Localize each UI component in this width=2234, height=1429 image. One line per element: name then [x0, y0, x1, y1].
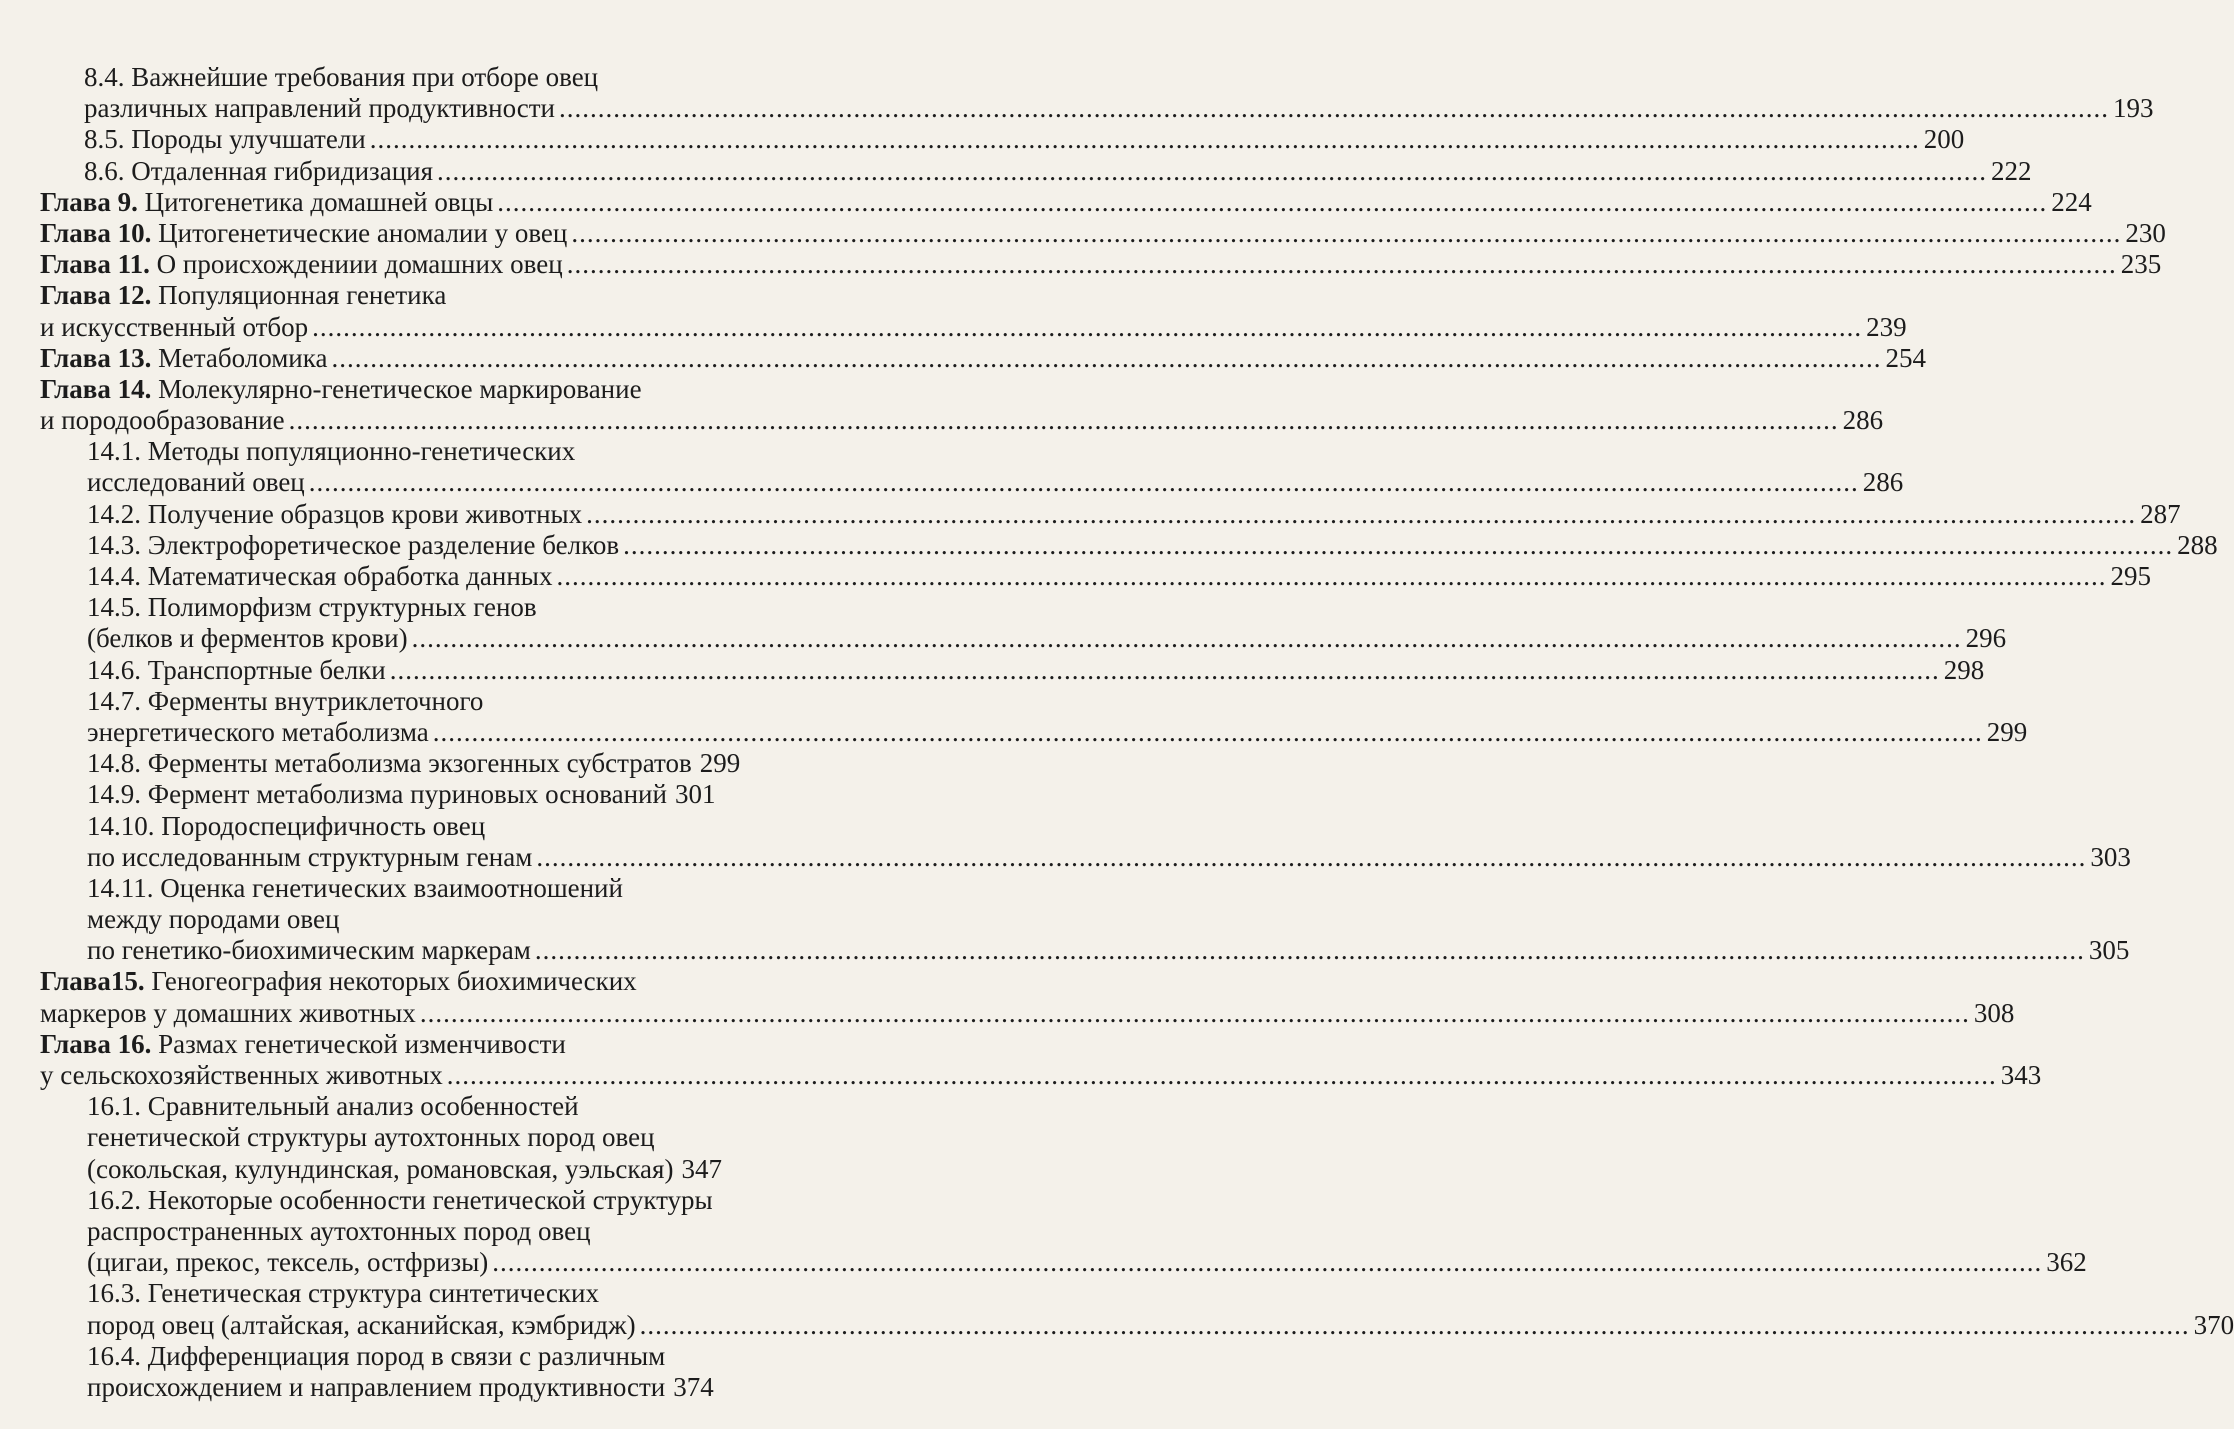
toc-entry-title: 14.6. Транспортные белки	[87, 654, 386, 685]
toc-entry	[0, 935, 2130, 966]
toc-entry-title: генетической структуры аутохтонных пород овец	[87, 1122, 655, 1153]
toc-entry	[0, 561, 2151, 592]
toc-entry-title: 14.8. Ферменты метаболизма экзогенных субстратов	[87, 748, 692, 779]
dot-leader: ........................................................................................................................................................................................................	[556, 561, 2107, 591]
dot-leader: ........................................................................................................................................................................................................	[308, 467, 1859, 498]
page-number: 193	[2112, 93, 2154, 124]
toc-entry	[0, 217, 2166, 249]
page-number: 347	[681, 1153, 722, 1184]
toc-entry	[0, 529, 2218, 561]
toc-entry-title: происхождением и направлением продуктивности	[87, 1371, 666, 1402]
toc-entry	[0, 1309, 2234, 1341]
toc-entry-title: 16.2. Некоторые особенности генетической структуры	[87, 1184, 713, 1215]
chapter-label: Глава15.	[40, 966, 145, 997]
dot-leader: ........................................................................................................................................................................................................	[623, 529, 2174, 560]
dot-leader: ........................................................................................................................................................................................................	[571, 217, 2122, 248]
page-number: 222	[1991, 155, 2032, 186]
toc-entry-title: различных направлений продуктивности	[84, 93, 555, 124]
toc-entry-title: Цитогенетика домашней овцы	[137, 186, 494, 217]
toc-entry-title: 14.10. Породоспецифичность овец	[87, 810, 486, 841]
dot-leader: ........................................................................................................................................................................................................	[369, 124, 1920, 155]
toc-entry-title: (сокольская, кулундинская, романовская, уэльская)	[87, 1153, 674, 1184]
toc-entry	[0, 841, 2131, 873]
page-number: 295	[2110, 561, 2151, 591]
toc-entry-title: маркеров у домашних животных	[40, 997, 416, 1028]
page-number: 230	[2125, 217, 2166, 248]
toc-entry	[0, 873, 870, 904]
dot-leader: ........................................................................................................................................................................................................	[411, 623, 1962, 654]
page-number: 239	[1866, 311, 1907, 342]
dot-leader: ........................................................................................................................................................................................................	[432, 716, 1983, 747]
toc-entry	[0, 1029, 823, 1060]
page-number: 288	[2177, 529, 2218, 560]
toc-entry-title: (белков и ферментов крови)	[87, 623, 408, 654]
toc-entry-title: Цитогенетические аномалии у овец	[151, 217, 568, 248]
toc-entry-title: Размах генетической изменчивости	[151, 1028, 566, 1059]
page-number: 286	[1842, 405, 1884, 436]
toc-entry-title: 16.4. Дифференциация пород в связи с различным	[87, 1340, 666, 1371]
page-number: 200	[1923, 124, 1965, 155]
dot-leader: ........................................................................................................................................................................................................	[534, 935, 2085, 966]
dot-leader: ........................................................................................................................................................................................................	[497, 186, 2048, 217]
toc-entry-title: и искусственный отбор	[40, 311, 309, 342]
toc-entry	[0, 1247, 2087, 1278]
chapter-label: Глава 9.	[40, 186, 138, 217]
toc-entry	[0, 467, 1904, 498]
toc-entry	[0, 124, 1965, 155]
toc-entry	[0, 280, 823, 311]
toc-entry-title: 14.7. Ферменты внутриклеточного	[87, 685, 484, 716]
toc-entry	[0, 186, 2092, 218]
toc-entry	[0, 1091, 870, 1122]
toc-entry-title: 8.6. Отдаленная гибридизация	[84, 155, 434, 186]
chapter-label: Глава 11.	[40, 249, 150, 280]
toc-entry-title: 8.4. Важнейшие требования при отборе овец	[84, 62, 599, 92]
dot-leader: ........................................................................................................................................................................................................	[586, 498, 2137, 529]
toc-entry-title: 14.9. Фермент метаболизма пуриновых оснований	[87, 779, 667, 810]
page-number: 308	[1973, 997, 2015, 1028]
toc-entry	[0, 686, 870, 717]
toc-entry	[0, 1372, 870, 1403]
toc-entry-title: Геногеография некоторых биохимических	[144, 966, 637, 997]
toc-entry-title: по исследованным структурным генам	[87, 841, 533, 872]
page-number: 374	[673, 1371, 714, 1402]
toc-entry	[0, 1154, 870, 1185]
chapter-label: Глава 16.	[40, 1028, 152, 1059]
page-number: 299	[1986, 716, 2028, 747]
toc-entry	[0, 716, 2028, 748]
page-number: 298	[1943, 654, 1985, 685]
toc-entry	[0, 155, 2032, 187]
dot-leader: ........................................................................................................................................................................................................	[331, 342, 1882, 373]
toc-entry-title: Молекулярно-генетическое маркирование	[151, 373, 642, 404]
toc-entry-title: распространенных аутохтонных пород овец	[87, 1215, 591, 1246]
toc-entry-title: и породообразование	[40, 405, 285, 436]
dot-leader: ........................................................................................................................................................................................................	[492, 1247, 2043, 1278]
page-number: 286	[1862, 467, 1904, 498]
dot-leader: ........................................................................................................................................................................................................	[437, 155, 1988, 186]
toc-entry	[0, 93, 2154, 124]
toc-entry-title: пород овец (алтайская, асканийская, кэмбридж)	[87, 1309, 636, 1340]
toc-entry	[0, 1278, 870, 1309]
toc-entry-title: 16.3. Генетическая структура синтетических	[87, 1278, 599, 1309]
page-number: 287	[2140, 498, 2181, 529]
toc-entry-title: 14.3. Электрофоретическое разделение белков	[87, 529, 620, 560]
toc-entry	[0, 436, 870, 467]
page-number: 296	[1965, 623, 2007, 654]
toc-entry	[0, 311, 1907, 343]
page-number: 303	[2090, 841, 2131, 872]
chapter-label: Глава 12.	[40, 280, 152, 311]
chapter-label: Глава 13.	[40, 342, 152, 373]
page-number: 370	[2193, 1309, 2234, 1340]
toc-entry	[0, 966, 823, 997]
page-number: 235	[2120, 249, 2162, 280]
toc-entry-title: по генетико-биохимическим маркерам	[87, 935, 531, 966]
toc-entry-title: 8.5. Породы улучшатели	[84, 124, 366, 155]
toc-entry	[0, 342, 1926, 374]
toc-entry	[0, 374, 823, 405]
dot-leader: ........................................................................................................................................................................................................	[566, 249, 2117, 280]
dot-leader: ........................................................................................................................................................................................................	[446, 1060, 1997, 1090]
page-number: 343	[2000, 1060, 2042, 1090]
toc-entry-title: 16.1. Сравнительный анализ особенностей	[87, 1091, 579, 1122]
page-number: 299	[699, 748, 741, 779]
dot-leader: ........................................................................................................................................................................................................	[288, 405, 1839, 436]
toc-entry	[0, 405, 1884, 436]
dot-leader: ........................................................................................................................................................................................................	[389, 654, 1940, 685]
toc-entry	[0, 249, 2162, 280]
toc-entry	[0, 1341, 870, 1372]
page-number: 305	[2088, 935, 2130, 966]
toc-entry-title: у сельскохозяйственных животных	[40, 1060, 443, 1090]
dot-leader: ........................................................................................................................................................................................................	[558, 93, 2109, 124]
toc-entry-title: 14.4. Математическая обработка данных	[87, 561, 553, 591]
toc-entry-title: энергетического метаболизма	[87, 716, 429, 747]
toc-entry-title: О происхождениии домашних овец	[149, 249, 563, 280]
toc-entry	[0, 811, 870, 842]
page-number: 254	[1885, 342, 1926, 373]
table-of-contents	[0, 62, 2234, 1403]
toc-entry-title: исследований овец	[87, 467, 305, 498]
toc-entry	[0, 1185, 870, 1216]
toc-entry	[0, 498, 2181, 530]
toc-entry-title: 14.11. Оценка генетических взаимоотношений	[87, 872, 623, 903]
dot-leader: ........................................................................................................................................................................................................	[312, 311, 1863, 342]
toc-entry-title: 14.2. Получение образцов крови животных	[87, 498, 583, 529]
toc-entry	[0, 748, 870, 779]
toc-entry	[0, 623, 2007, 654]
toc-entry-title: Популяционная генетика	[151, 280, 447, 311]
toc-entry	[0, 1060, 2042, 1091]
toc-entry-title: 14.1. Методы популяционно-генетических	[87, 436, 576, 467]
dot-leader: ........................................................................................................................................................................................................	[639, 1309, 2190, 1340]
toc-entry-title: между породами овец	[87, 904, 340, 935]
toc-entry-title: Метаболомика	[151, 342, 328, 373]
toc-entry	[0, 1216, 870, 1247]
toc-entry	[0, 779, 870, 810]
toc-entry	[0, 62, 867, 93]
page-number: 362	[2046, 1247, 2087, 1278]
toc-entry	[0, 997, 2015, 1029]
chapter-label: Глава 14.	[40, 373, 152, 404]
toc-entry-title: (цигаи, прекос, тексель, остфризы)	[87, 1247, 489, 1278]
page-number: 301	[674, 779, 716, 810]
toc-entry	[0, 592, 870, 623]
dot-leader: ........................................................................................................................................................................................................	[419, 997, 1970, 1028]
toc-entry	[0, 904, 870, 935]
toc-entry	[0, 654, 1985, 686]
dot-leader: ........................................................................................................................................................................................................	[536, 841, 2087, 872]
chapter-label: Глава 10.	[40, 217, 152, 248]
toc-entry-title: 14.5. Полиморфизм структурных генов	[87, 592, 537, 623]
toc-entry	[0, 1122, 870, 1153]
page-number: 224	[2051, 186, 2092, 217]
